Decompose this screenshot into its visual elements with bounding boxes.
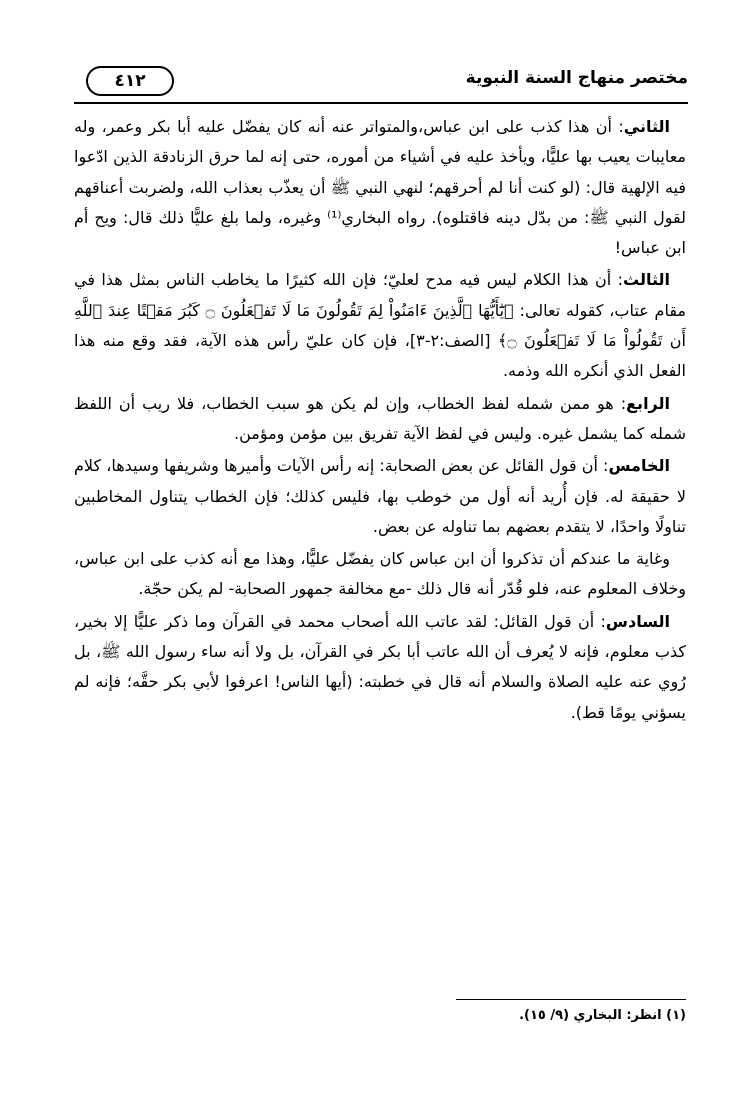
paragraph-lead: الثاني [623,117,670,136]
paragraph-text: : أن هذا الكلام ليس فيه مدح لعليّ؛ فإن الله كثيرًا ما يخاطب الناس بمثل هذا في مقام عتاب، كقوله تعالى: ﴿يَٰٓأَيُّهَا ٱلَّذِينَ ءَامَنُواْ لِمَ تَقُولُونَ مَا لَا تَفۡعَلُونَ ۝ كَبُرَ مَقۡتًا عِندَ ٱللَّهِ أَن تَقُولُواْ مَا لَا تَفۡعَلُونَ ۝﴾ [الصف:٢-٣]، فإن كان عليّ رأس هذه الآية، فقد وقع منه هذا الفعل الذي أنكره الله وذمه. [74,270,687,381]
paragraph-third [74,265,686,386]
paragraph-fourth [74,389,686,450]
paragraph-sixth [74,607,686,728]
paragraph-continuation [74,544,686,605]
running-title: مختصر منهاج السنة النبوية [465,68,688,88]
paragraph-text: : أن قول القائل: لقد عاتب الله أصحاب محمد في القرآن وما ذكر عليًّا إلا بخير، كذب معلوم، فإنه لا يُعرف أن الله عاتب أبا بكر في القرآن، بل ولا أنه ساء رسول الله ﷺ، بل رُوي عنه عليه الصلاة والسلام أنه قال في خطبته: (أيها الناس! اعرفوا لأبي بكر حقَّه؛ فإنه لم يسؤني يومًا قط). [74,611,686,722]
paragraph-lead: الخامس [608,456,670,476]
page-number: ٤١٢ [86,66,174,96]
footnote: (١) انظر: البخاري (٩/ ١٥). [519,1008,686,1023]
header-rule [74,102,688,104]
paragraph-fifth [74,451,686,542]
paragraph-text: : هو ممن شمله لفظ الخطاب، وإن لم يكن هو سبب الخطاب، فلا ريب أن اللفظ شمله كما يشمل غيره. وليس في لفظ الآية تفريق بين مؤمن ومؤمن. [74,393,686,443]
paragraph-text: : أن قول القائل عن بعض الصحابة: إنه رأس الآيات وأميرها وشريفها وسيدها، كلام لا حقيقة له. فإن أُريد أنه أول من خوطب بها، فليس كذلك؛ فإن الخطاب يتناول المخاطبين تناولًا واحدًا، لا يتقدم بعضهم بما تناوله عن بعض. [74,456,686,536]
body-text [74,112,686,728]
paragraph-lead: السادس [605,611,670,631]
paragraph-lead: الرابع [626,393,670,413]
footnote-rule [456,999,686,1000]
paragraph-text: : أن هذا كذب على ابن عباس،والمتواتر عنه أنه كان يفضّل عليه أبا بكر وعمر، وله معايبات يعيب بها عليًّا، ويأخذ عليه في أشياء من أموره، حتى إنه لما حرق الزنادقة الذين ادّعوا فيه الإلهية قال: (لو كنت أنا لم أحرقهم؛ لنهي النبي ﷺ أن يعذّب بعذاب الله، ولضربت أعناقهم لقول النبي ﷺ: من بدّل دينه فاقتلوه). رواه البخاري⁽¹⁾ وغيره، ولما بلغ عليًّا ذلك قال: ويح أم ابن عباس! [74,117,686,258]
page-header [74,62,688,102]
paragraph-text: وغاية ما عندكم أن تذكروا أن ابن عباس كان يفضّل عليًّا، وهذا مع أنه كذب على ابن عباس، وخلاف المعلوم عنه، فلو قُدّر أنه قال ذلك -مع مخالفة جمهور الصحابة- لم يكن حجّة. [74,549,686,599]
paragraph-second [74,112,686,263]
paragraph-lead: الثالث [623,270,670,290]
